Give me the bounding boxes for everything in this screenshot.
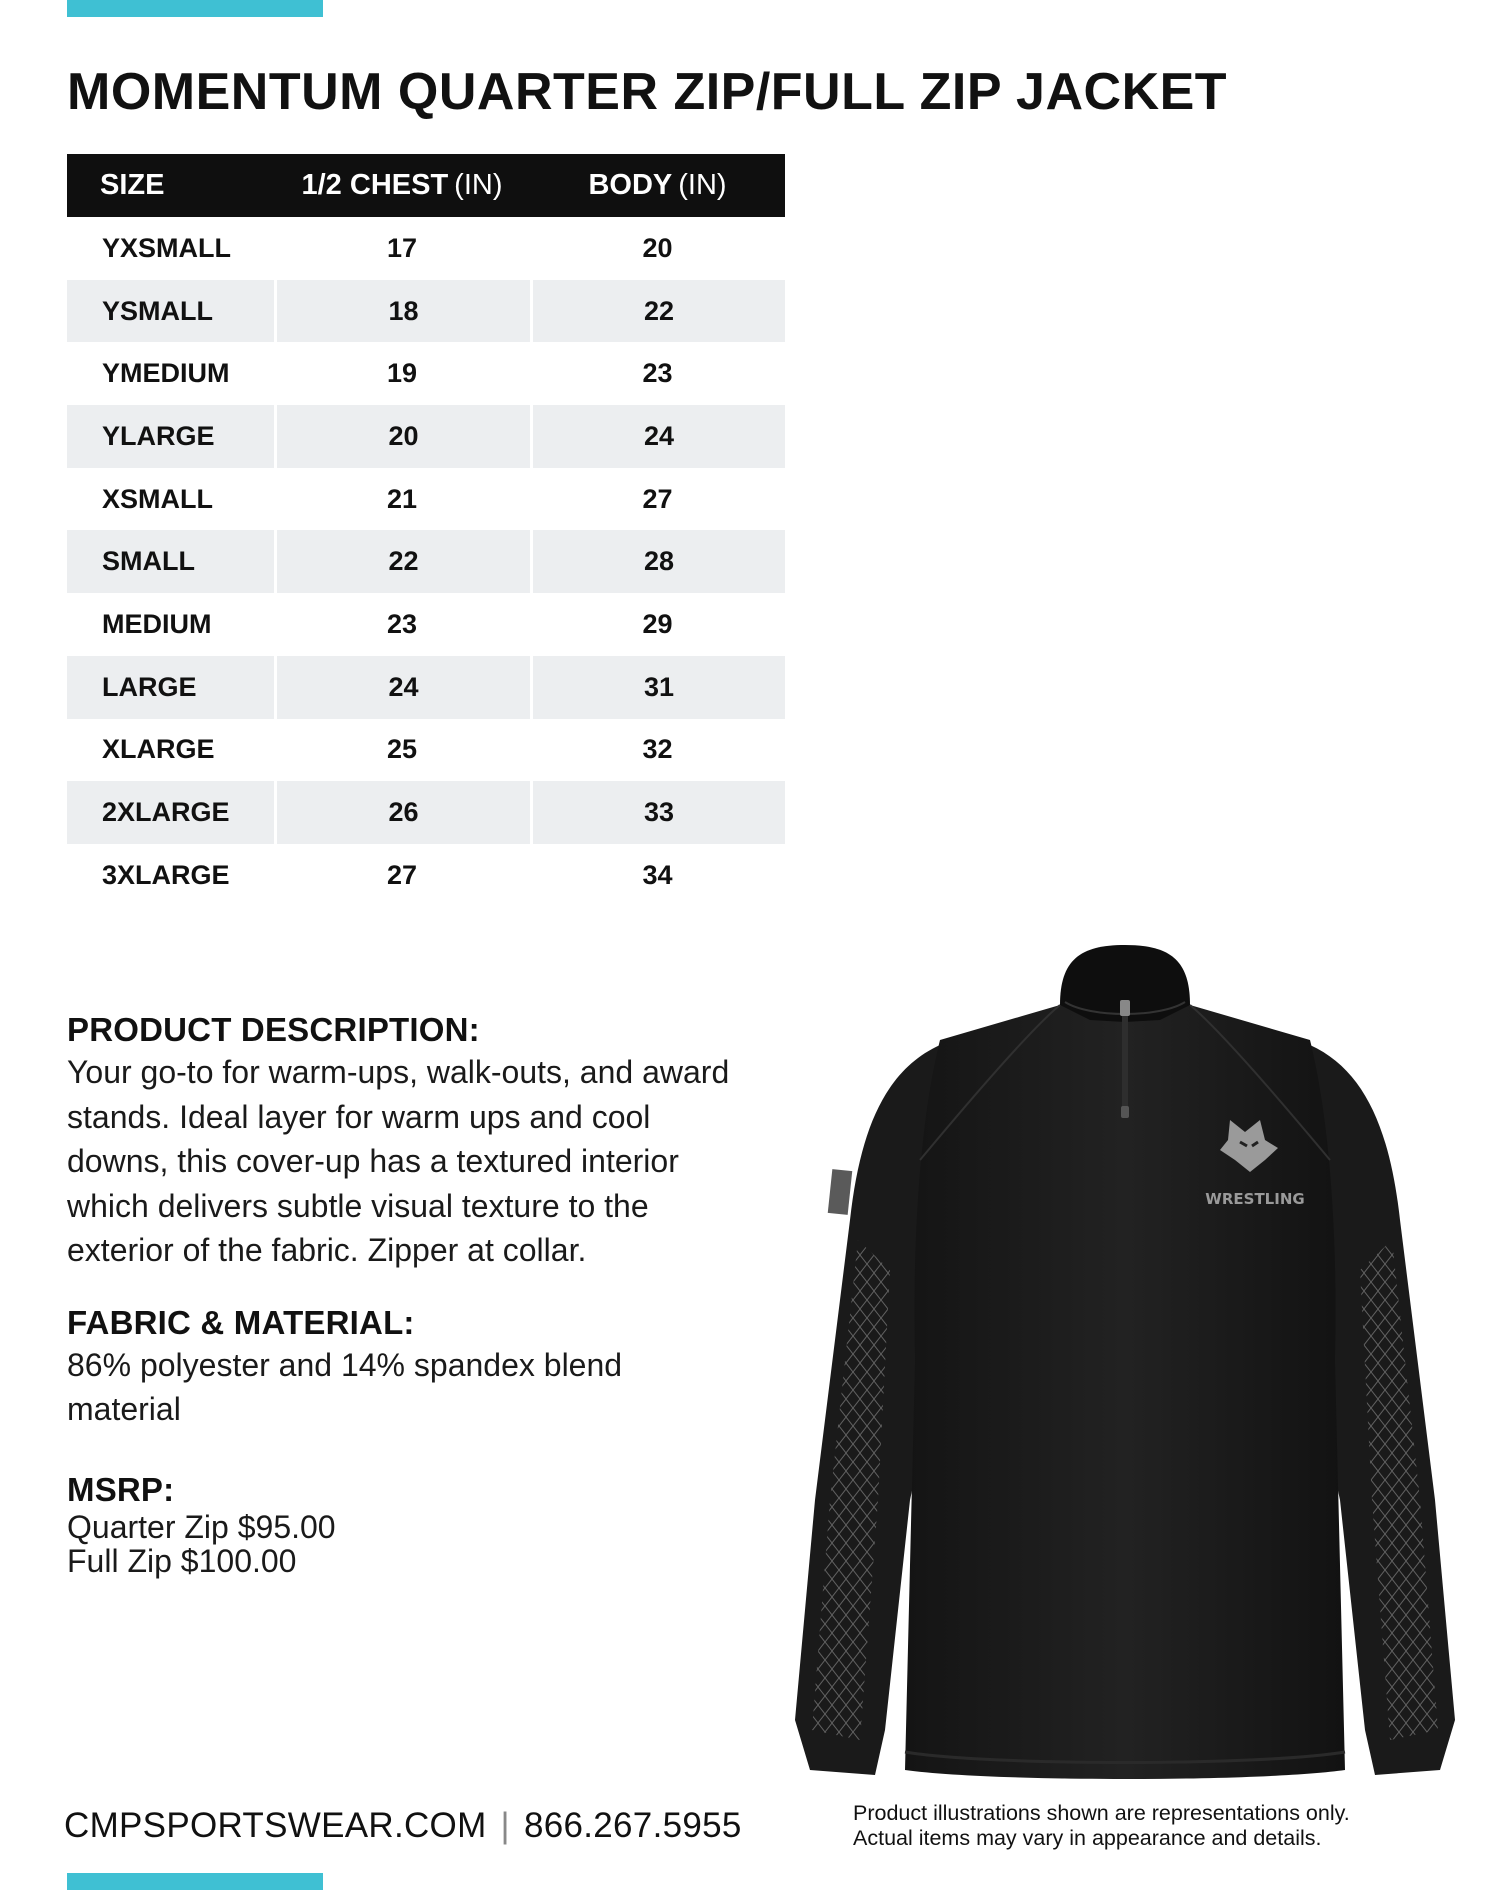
size-cell: XLARGE	[102, 734, 215, 765]
body-cell: 27	[642, 483, 673, 514]
body-cell: 34	[642, 859, 673, 890]
disclaimer-line: Actual items may vary in appearance and details.	[853, 1826, 1322, 1850]
header-chest-label: 1/2 CHEST	[301, 169, 449, 201]
table-header	[67, 154, 785, 217]
header-body	[530, 154, 785, 217]
msrp-prices	[67, 1510, 787, 1578]
msrp-heading: MSRP:	[67, 1470, 175, 1508]
size-cell: YLARGE	[67, 405, 274, 468]
chest-cell: 24	[277, 656, 530, 719]
footer-contact	[64, 1806, 742, 1846]
size-cell: LARGE	[67, 656, 274, 719]
description-line: stands. Ideal layer for warm ups and cool	[67, 1098, 651, 1135]
chest-cell: 19	[386, 358, 418, 389]
table-row	[67, 468, 785, 531]
body-cell: 32	[642, 734, 673, 765]
description-line: downs, this cover-up has a textured interior	[67, 1143, 679, 1179]
table-row	[67, 405, 785, 468]
header-chest-unit: (IN)	[454, 169, 503, 201]
body-cell: 29	[642, 608, 673, 639]
table-row	[67, 781, 785, 844]
fabric-line: material	[67, 1391, 181, 1427]
table-row	[67, 593, 785, 656]
header-size-label: SIZE	[100, 169, 165, 201]
size-cell: YSMALL	[67, 280, 274, 343]
table-row	[67, 280, 785, 343]
body-cell: 28	[533, 530, 785, 593]
body-cell: 33	[533, 781, 785, 844]
disclaimer	[853, 1801, 1453, 1851]
bottom-accent-bar	[67, 1873, 323, 1890]
product-info	[67, 1010, 787, 1578]
body-cell: 23	[642, 358, 673, 389]
chest-cell: 27	[386, 859, 418, 890]
header-chest	[274, 154, 530, 217]
body-cell: 20	[642, 232, 673, 263]
disclaimer-line: Product illustrations shown are representations only.	[853, 1801, 1350, 1825]
header-body-label: BODY	[588, 169, 673, 201]
size-cell: 2XLARGE	[67, 781, 274, 844]
table-row	[67, 530, 785, 593]
body-cell: 22	[533, 280, 785, 343]
chest-cell: 21	[386, 483, 418, 514]
size-cell: SMALL	[67, 530, 274, 593]
description-line: which delivers subtle visual texture to the	[67, 1187, 649, 1224]
chest-cell: 26	[277, 781, 530, 844]
body-cell: 31	[533, 656, 785, 719]
chest-cell: 23	[386, 608, 418, 639]
fabric-heading: FABRIC & MATERIAL:	[67, 1303, 415, 1341]
chest-cell: 25	[386, 734, 418, 765]
chest-cell: 17	[386, 232, 418, 263]
size-cell: MEDIUM	[102, 608, 212, 639]
msrp-quarter-zip: Quarter Zip $95.00	[67, 1508, 336, 1545]
fabric-line: 86% polyester and 14% spandex blend	[67, 1346, 623, 1383]
description-line: Your go-to for warm-ups, walk-outs, and award	[67, 1054, 730, 1090]
size-chart-table	[67, 154, 785, 907]
chest-cell: 22	[277, 530, 530, 593]
footer-separator: |	[500, 1806, 510, 1845]
table-row	[67, 656, 785, 719]
phone-number[interactable]: 866.267.5955	[523, 1806, 742, 1845]
description-heading: PRODUCT DESCRIPTION:	[67, 1011, 480, 1048]
table-row	[67, 719, 785, 782]
table-row	[67, 217, 785, 280]
size-cell: 3XLARGE	[102, 859, 230, 890]
page-title: MOMENTUM QUARTER ZIP/FULL ZIP JACKET	[67, 63, 1228, 121]
website-link[interactable]: CMPSPORTSWEAR.COM	[64, 1806, 487, 1845]
jacket-image	[790, 940, 1460, 1800]
size-cell: YMEDIUM	[102, 358, 230, 389]
size-cell: YXSMALL	[102, 232, 232, 263]
msrp-full-zip: Full Zip $100.00	[67, 1542, 297, 1579]
chest-cell: 18	[277, 280, 530, 343]
table-row	[67, 844, 785, 907]
header-body-unit: (IN)	[678, 169, 727, 201]
fabric-text	[67, 1343, 787, 1432]
chest-cell: 20	[277, 405, 530, 468]
size-cell: XSMALL	[102, 483, 213, 514]
table-row	[67, 342, 785, 405]
description-line: exterior of the fabric. Zipper at collar.	[67, 1232, 587, 1268]
top-accent-bar	[67, 0, 323, 17]
description-text	[67, 1050, 787, 1273]
body-cell: 24	[533, 405, 785, 468]
wrestling-logo-text: WRESTLING	[1205, 1190, 1305, 1208]
header-size	[67, 154, 274, 217]
